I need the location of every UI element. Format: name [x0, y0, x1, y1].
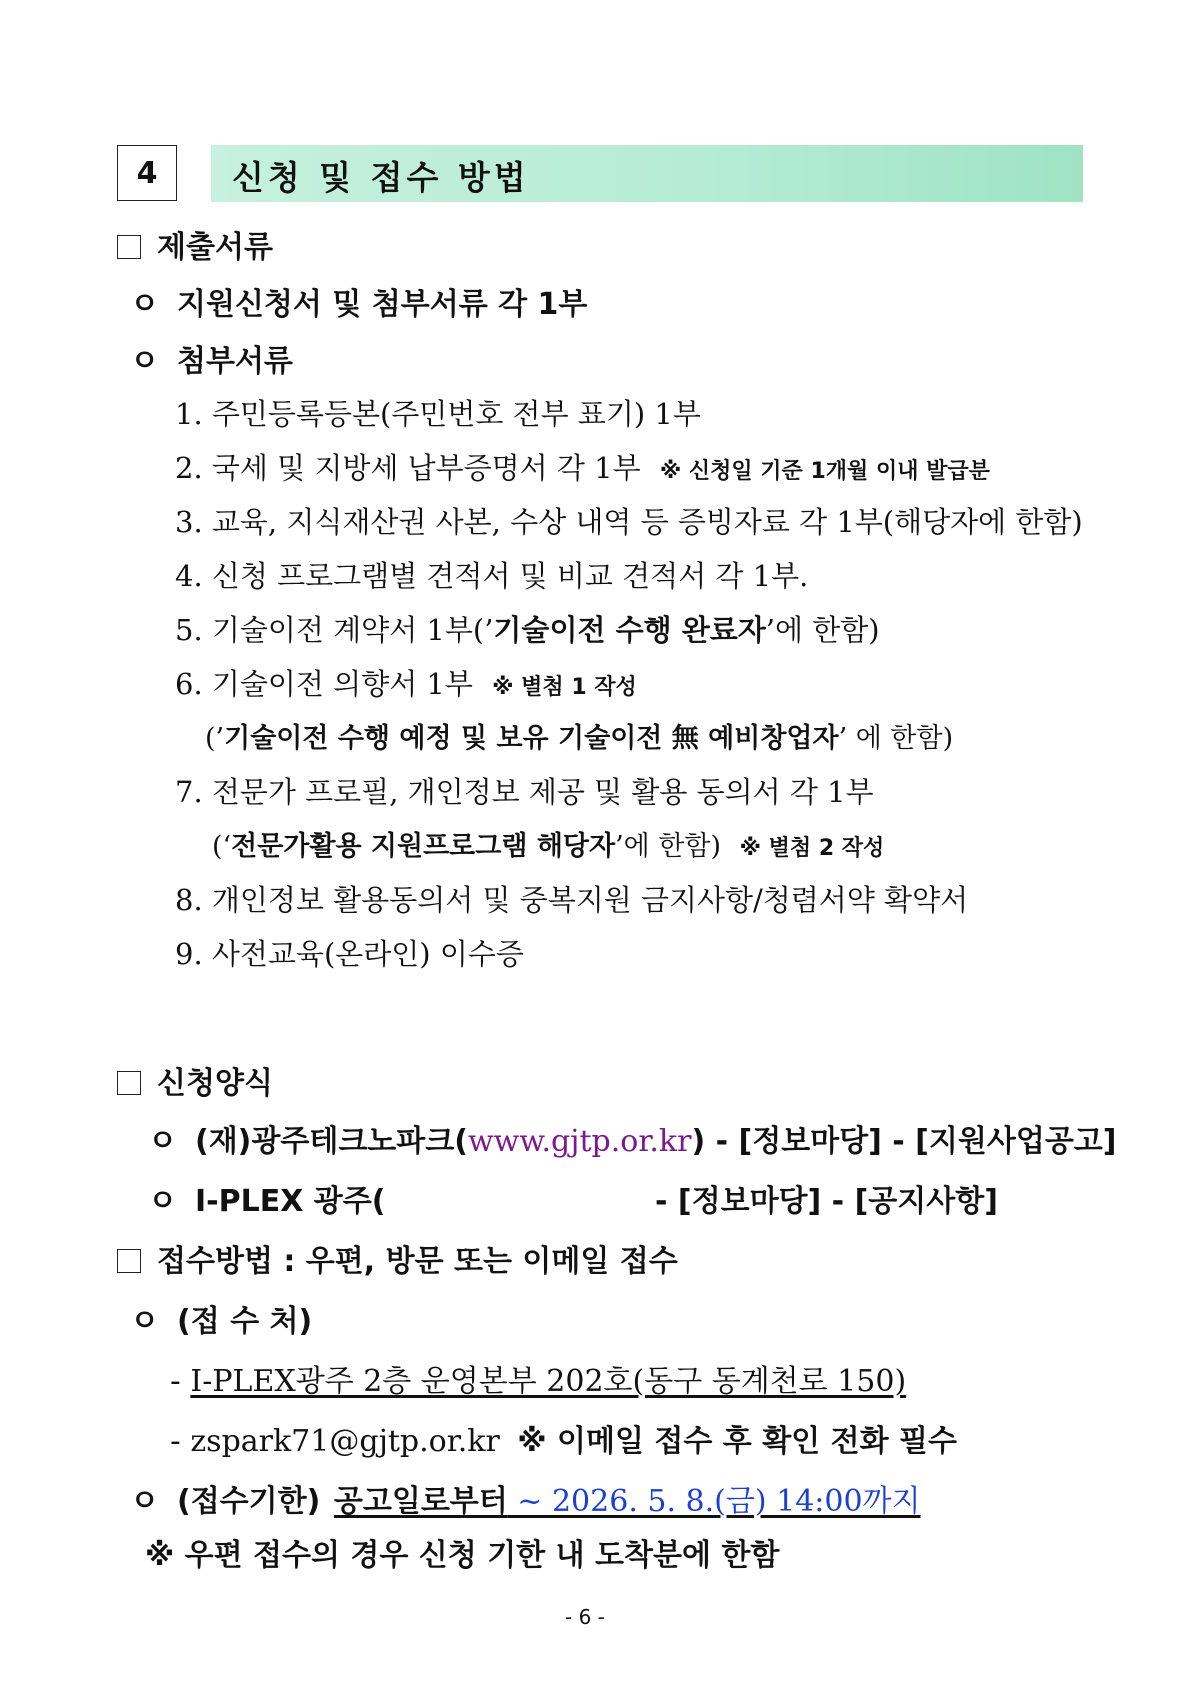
submission-address: - I-PLEX광주 2층 운영본부 202호(동구 동계천로 150)	[170, 1364, 907, 1399]
circle-bullet-icon: ㅇ	[130, 344, 159, 379]
list-item-6-note: ※ 별첨 1 작성	[492, 675, 637, 700]
checkbox-square-icon	[117, 1071, 141, 1095]
section-number: 4	[117, 145, 177, 201]
page-number: - 6 -	[565, 1605, 605, 1629]
list-item-7-condition: (‘전문가활용 지원프로그램 해당자’에 한함) ※ 별첨 2 작성	[212, 831, 885, 862]
submission-deadline: ㅇ (접수기한) 공고일로부터 ~ 2026. 5. 8.(금) 14:00까지	[130, 1476, 921, 1520]
circle-bullet-icon: ㅇ	[148, 1124, 177, 1159]
checkbox-square-icon	[117, 235, 141, 259]
circle-bullet-icon: ㅇ	[148, 1184, 177, 1219]
list-item-6: 6. 기술이전 의향서 1부 ※ 별첨 1 작성	[175, 667, 637, 701]
section-title: 신청 및 접수 방법	[232, 158, 530, 197]
list-item-9: 9. 사전교육(온라인) 이수증	[175, 937, 524, 971]
list-item-2-note: ※ 신청일 기준 1개월 이내 발급분	[659, 459, 990, 484]
forms-line-1: ㅇ (재)광주테크노파크(www.gjtp.or.kr) - [정보마당] - [지원사업공고]	[148, 1116, 1117, 1160]
submission-email-line: - zspark71@gjtp.or.kr ※ 이메일 접수 후 확인 전화 필수	[170, 1424, 957, 1459]
forms-heading: 신청양식	[117, 1058, 273, 1102]
list-item-6-condition: (’기술이전 수행 예정 및 보유 기술이전 無 예비창업자’ 에 한함)	[205, 723, 954, 754]
documents-bullet-2: ㅇ 첨부서류	[130, 336, 293, 380]
list-item-7: 7. 전문가 프로필, 개인정보 제공 및 활용 동의서 각 1부	[175, 775, 874, 809]
circle-bullet-icon: ㅇ	[130, 1484, 159, 1519]
submission-email-link[interactable]: zspark71@gjtp.or.kr	[190, 1424, 500, 1459]
circle-bullet-icon: ㅇ	[130, 287, 159, 322]
list-item-3: 3. 교육, 지식재산권 사본, 수상 내역 등 증빙자료 각 1부(해당자에 한함)	[175, 505, 1083, 539]
circle-bullet-icon: ㅇ	[130, 1304, 159, 1339]
forms-line-2-path: - [정보마당] - [공지사항]	[655, 1184, 998, 1219]
submission-heading: 접수방법 : 우편, 방문 또는 이메일 접수	[117, 1236, 678, 1280]
list-item-8: 8. 개인정보 활용동의서 및 중복지원 금지사항/청렴서약 확약서	[175, 883, 969, 917]
list-item-5: 5. 기술이전 계약서 1부(’기술이전 수행 완료자’에 한함)	[175, 613, 880, 647]
documents-heading: 제출서류	[117, 222, 273, 266]
forms-line-2: ㅇ I-PLEX 광주(	[148, 1176, 385, 1220]
list-item-2: 2. 국세 및 지방세 납부증명서 각 1부 ※ 신청일 기준 1개월 이내 발급분	[175, 451, 990, 485]
list-item-7-note: ※ 별첨 2 작성	[739, 836, 885, 861]
submission-mail-note: ※ 우편 접수의 경우 신청 기한 내 도착분에 한함	[145, 1538, 780, 1573]
list-item-4: 4. 신청 프로그램별 견적서 및 비교 견적서 각 1부.	[175, 559, 809, 593]
list-item-1: 1. 주민등록등본(주민번호 전부 표기) 1부	[175, 397, 701, 431]
gjtp-website-link[interactable]: www.gjtp.or.kr	[467, 1124, 692, 1159]
documents-bullet-1: ㅇ 지원신청서 및 첨부서류 각 1부	[130, 279, 587, 323]
submission-place-label: ㅇ (접 수 처)	[130, 1296, 312, 1340]
checkbox-square-icon	[117, 1249, 141, 1273]
